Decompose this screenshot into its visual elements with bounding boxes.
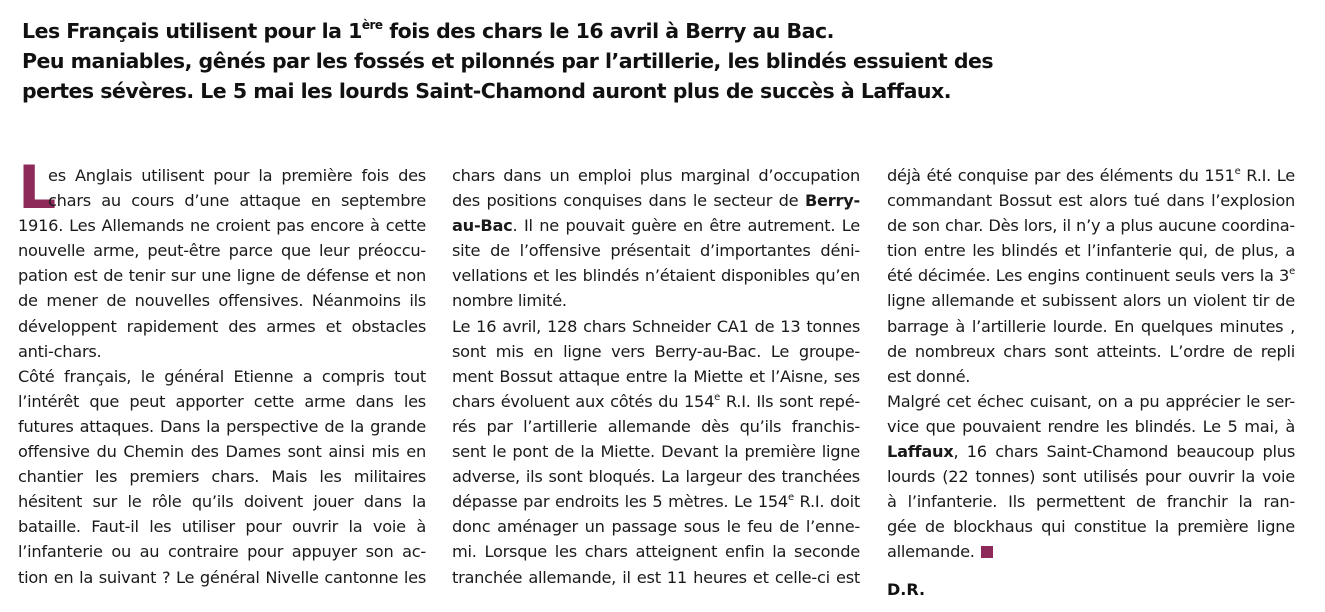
text-line: est donné.: [887, 366, 971, 386]
text-line: pation est de tenir sur une ligne de défense et non: [18, 266, 426, 286]
text-line: es Anglais utilisent pour la première fois des: [48, 166, 426, 185]
text-line: anti-chars.: [18, 341, 102, 361]
text-line: tion entre les blindés et l’infanterie qui, de plus, a: [887, 241, 1295, 261]
end-of-article-square-icon: [981, 546, 993, 558]
text-line: allemande.: [887, 539, 1295, 564]
text-line: nombre limité.: [452, 291, 567, 311]
text-line: vellations et les blindés n’étaient disponibles qu’en: [452, 266, 860, 286]
text-line: de son char. Dès lors, il n’y a plus aucune coordina-: [887, 216, 1295, 236]
text-line: donc aménager un passage sous le feu de l’enne-: [452, 517, 860, 537]
headline-line-2: Peu maniables, gênés par les fossés et pilonnés par l’artillerie, les blindés essuient des: [22, 49, 994, 73]
text-line: chars évoluent aux côtés du 154e R.I. Ils sont repé-: [452, 391, 860, 411]
text-line: Le 16 avril, 128 chars Schneider CA1 de 13 tonnes: [452, 316, 860, 336]
text-line: de nombreux chars sont atteints. L’ordre de repli: [887, 341, 1295, 361]
text-line: commandant Bossut est alors tué dans l’explosion: [887, 191, 1295, 211]
text-line: ligne allemande et subissent alors un violent tir de: [887, 291, 1295, 311]
place-name-laffaux: Laffaux: [887, 442, 954, 462]
text-line: l’infanterie ou au contraire pour appuyer son ac-: [18, 542, 426, 562]
text-line: développent rapidement des armes et obstacles: [18, 316, 426, 336]
text-line: de mener de nouvelles offensives. Néanmoins ils: [18, 291, 426, 311]
text-line: gée de blockhaus qui constitue la première ligne: [887, 517, 1295, 537]
text-line: vice que pouvaient rendre les blindés. Le 5 mai, à: [887, 416, 1295, 436]
text-line: Laffaux, 16 chars Saint-Chamond beaucoup plus: [887, 442, 1295, 462]
text-line: tion en la suivant ? Le général Nivelle cantonne les: [18, 567, 426, 587]
text-line: au-Bac. Il ne pouvait guère en être autrement. Le: [452, 216, 860, 236]
text-line: hésitent sur le rôle qu’ils doivent jouer dans la: [18, 492, 426, 512]
text-line: rés par l’artillerie allemande dès qu’ils franchis-: [452, 416, 860, 436]
text-line: futures attaques. Dans la perspective de la grande: [18, 416, 426, 436]
text-line: offensive du Chemin des Dames sont ainsi mis en: [18, 442, 426, 462]
text-line: à l’infanterie. Ils permettent de franchir la ran-: [887, 492, 1295, 512]
text-line: chars au cours d’une attaque en septembre: [48, 191, 426, 211]
text-line: l’intérêt que peut apporter cette arme dans les: [18, 391, 426, 411]
text-line: des positions conquises dans le secteur de Berry-: [452, 191, 860, 211]
photo-credit: D.R.: [887, 580, 926, 599]
text-line: sont mis en ligne vers Berry-au-Bac. Le groupe-: [452, 341, 860, 361]
text-line: été décimée. Les engins continuent seuls vers la 3e: [887, 266, 1295, 286]
text-line: Côté français, le général Etienne a compris tout: [18, 366, 426, 386]
text-line: Malgré cet échec cuisant, on a pu apprécier le ser-: [887, 391, 1295, 411]
text-line: 1916. Les Allemands ne croient pas encore à cette: [18, 216, 426, 236]
text-line: ment Bossut attaque entre la Miette et l’Aisne, ses: [452, 366, 860, 386]
article-column-1: [18, 153, 426, 590]
text-line: nouvelle arme, peut-être parce que leur préoccu-: [18, 241, 426, 261]
text-line: mi. Lorsque les chars atteignent enfin la seconde: [452, 542, 860, 562]
text-line: chars dans un emploi plus marginal d’occupation: [452, 166, 860, 185]
headline-line-3: pertes sévères. Le 5 mai les lourds Saint-Chamond auront plus de succès à Laffaux.: [22, 79, 952, 103]
text-line: barrage à l’artillerie lourde. En quelques minutes ,: [887, 316, 1295, 336]
drop-cap: L: [18, 153, 57, 223]
text-line: lourds (22 tonnes) sont utilisés pour ouvrir la voie: [887, 467, 1295, 487]
text-line: dépasse par endroits les 5 mètres. Le 154e R.I. doit: [452, 492, 860, 512]
headline-line-1: Les Français utilisent pour la 1ère fois des chars le 16 avril à Berry au Bac.: [22, 18, 834, 43]
text-line: bataille. Faut-il les utiliser pour ouvrir la voie à: [18, 517, 426, 537]
text-line: sent le pont de la Miette. Devant la première ligne: [452, 442, 860, 462]
text-line: déjà été conquise par des éléments du 151e R.I. Le: [887, 166, 1295, 185]
place-name-berry-au-bac-cont: au-Bac: [452, 216, 513, 236]
article-column-3: [887, 163, 1295, 565]
place-name-berry-au-bac: Berry-: [804, 191, 860, 211]
text-line: site de l’offensive présentait d’importantes déni-: [452, 241, 860, 261]
text-line: adverse, ils sont bloqués. La largeur des tranchées: [452, 467, 860, 487]
article-column-2: [452, 163, 860, 590]
text-line: chantier les premiers chars. Mais les militaires: [18, 467, 426, 487]
text-line: tranchée allemande, il est 11 heures et celle-ci est: [452, 567, 860, 587]
article-headline: [22, 10, 1022, 106]
